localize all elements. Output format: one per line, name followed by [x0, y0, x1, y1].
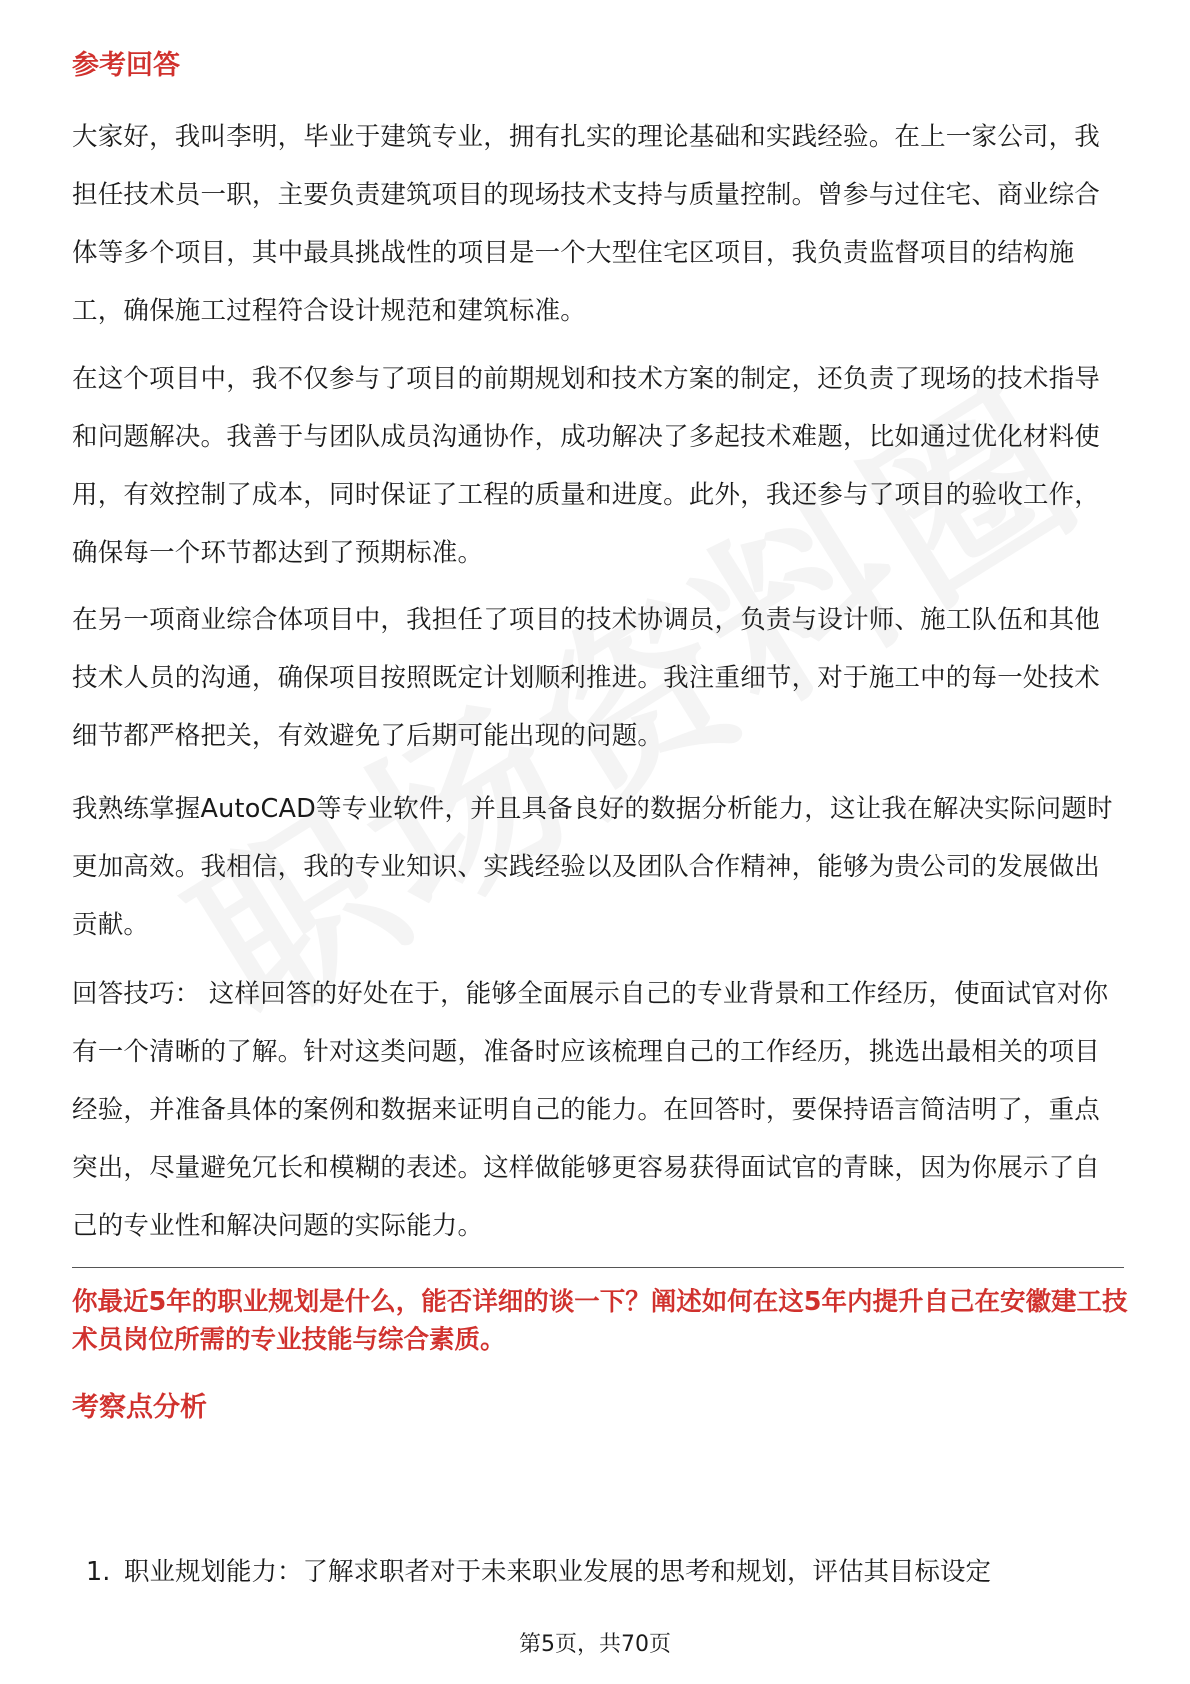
- answer-paragraph-1: 大家好，我叫李明，毕业于建筑专业，拥有扎实的理论基础和实践经验。在上一家公司，我担任技术员一职，主要负责建筑项目的现场技术支持与质量控制。曾参与过住宅、商业综合体等多个项目，其中最具挑战性的项目是一个大型住宅区项目，我负责监督项目的结构施工，确保施工过程符合设计规范和建筑标准。: [72, 122, 1101, 326]
- answer-heading: 参考回答: [72, 50, 180, 81]
- list-item-text: 职业规划能力：了解求职者对于未来职业发展的思考和规划，评估其目标设定: [124, 1557, 992, 1587]
- page-footer: 第5页，共70页: [519, 1632, 671, 1657]
- analysis-heading: 考察点分析: [72, 1392, 207, 1423]
- question-title: 你最近5年的职业规划是什么，能否详细的谈一下？阐述如何在这5年内提升自己在安徽建工技术员岗位所需的专业技能与综合素质。: [72, 1287, 1128, 1355]
- answer-paragraph-3: 在另一项商业综合体项目中，我担任了项目的技术协调员，负责与设计师、施工队伍和其他技术人员的沟通，确保项目按照既定计划顺利推进。我注重细节，对于施工中的每一处技术细节都严格把关，有效避免了后期可能出现的问题。: [72, 605, 1101, 751]
- section-divider: [72, 1267, 1124, 1268]
- list-item: [86, 1552, 1126, 1592]
- answer-paragraph-4: 我熟练掌握AutoCAD等专业软件，并且具备良好的数据分析能力，这让我在解决实际问题时更加高效。我相信，我的专业知识、实践经验以及团队合作精神，能够为贵公司的发展做出贡献。: [72, 794, 1113, 940]
- answer-paragraph-2: 在这个项目中，我不仅参与了项目的前期规划和技术方案的制定，还负责了现场的技术指导和问题解决。我善于与团队成员沟通协作，成功解决了多起技术难题，比如通过优化材料使用，有效控制了成本，同时保证了工程的质量和进度。此外，我还参与了项目的验收工作，确保每一个环节都达到了预期标准。: [72, 364, 1101, 568]
- answer-tips-paragraph: 回答技巧： 这样回答的好处在于，能够全面展示自己的专业背景和工作经历，使面试官对你有一个清晰的了解。针对这类问题，准备时应该梳理自己的工作经历，挑选出最相关的项目经验，并准备具体的案例和数据来证明自己的能力。在回答时，要保持语言简洁明了，重点突出，尽量避免冗长和模糊的表述。这样做能够更容易获得面试官的青睐，因为你展示了自己的专业性和解决问题的实际能力。: [72, 979, 1109, 1241]
- list-item-number: 1.: [86, 1557, 111, 1587]
